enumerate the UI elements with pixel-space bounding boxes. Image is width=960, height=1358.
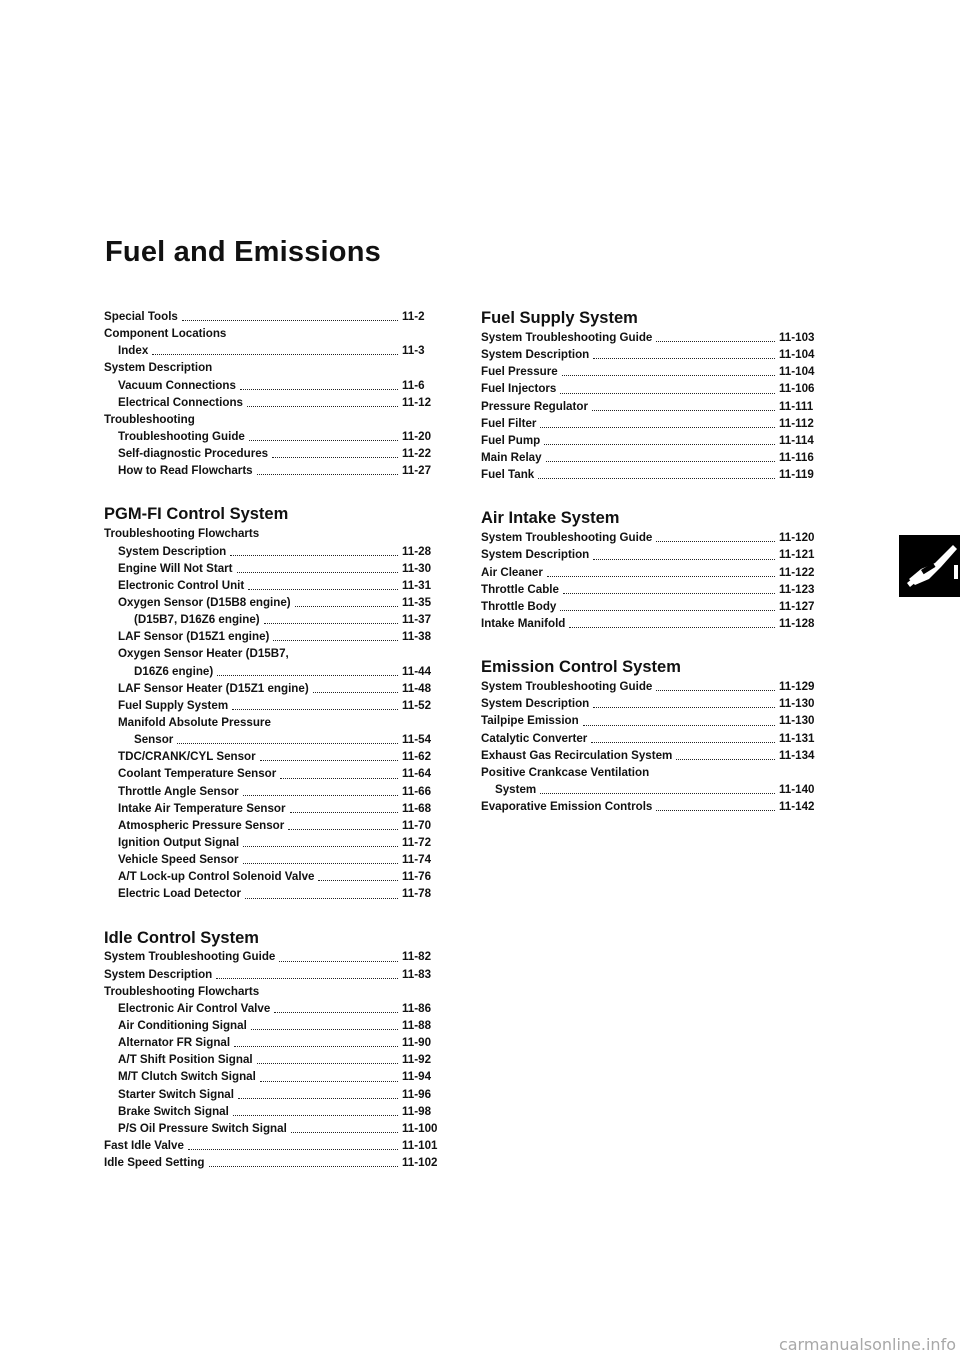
toc-entry-label: Exhaust Gas Recirculation System	[481, 748, 673, 762]
toc-entry-page: 11-134	[779, 748, 815, 762]
fuel-nozzle-icon	[899, 535, 960, 597]
toc-right-column	[481, 308, 837, 815]
toc-entry[interactable]	[104, 359, 460, 376]
toc-entry[interactable]	[104, 325, 460, 342]
dot-leader	[234, 1046, 398, 1047]
toc-entry-page: 11-104	[779, 348, 815, 362]
toc-entry-page: 11-52	[402, 698, 432, 712]
toc-entry[interactable]	[104, 525, 460, 542]
toc-entry-label: Evaporative Emission Controls	[481, 800, 653, 814]
toc-entry[interactable]	[104, 1000, 460, 1017]
dot-leader	[237, 572, 398, 573]
toc-entry-label: Pressure Regulator	[481, 399, 588, 413]
toc-entry[interactable]	[104, 411, 460, 428]
toc-entry-page: 11-88	[402, 1019, 432, 1033]
toc-entry-label: Throttle Cable	[481, 582, 559, 596]
toc-entry-label: Troubleshooting Guide	[118, 429, 245, 443]
toc-entry-label: Engine Will Not Start	[118, 561, 233, 575]
dot-leader	[540, 793, 775, 794]
dot-leader	[230, 555, 398, 556]
toc-entry[interactable]	[481, 678, 837, 695]
section-heading: Air Intake System	[481, 509, 620, 528]
toc-entry[interactable]	[481, 564, 837, 581]
dot-leader	[546, 461, 775, 462]
toc-entry[interactable]	[104, 628, 460, 645]
toc-entry[interactable]	[104, 697, 460, 714]
toc-entry-label: LAF Sensor (D15Z1 engine)	[118, 630, 270, 644]
toc-entry[interactable]	[104, 834, 460, 851]
toc-entry-page: 11-70	[402, 818, 432, 832]
dot-leader	[238, 1098, 398, 1099]
toc-entry-page: 11-30	[402, 561, 432, 575]
toc-entry[interactable]	[481, 363, 837, 380]
toc-entry-label: Air Cleaner	[481, 565, 543, 579]
toc-entry-page: 11-35	[402, 595, 432, 609]
toc-entry-label: Electronic Air Control Valve	[118, 1001, 271, 1015]
toc-entry-label: Catalytic Converter	[481, 731, 588, 745]
dot-leader	[676, 759, 775, 760]
toc-entry-label: Troubleshooting Flowcharts	[104, 527, 260, 541]
toc-entry[interactable]	[481, 747, 837, 764]
toc-entry-label: D16Z6 engine)	[134, 664, 214, 678]
toc-entry[interactable]	[104, 748, 460, 765]
toc-entry-label: Sensor	[134, 733, 174, 747]
dot-leader	[583, 725, 775, 726]
toc-entry[interactable]	[481, 432, 837, 449]
toc-entry[interactable]	[104, 594, 460, 611]
toc-entry-page: 11-62	[402, 750, 432, 764]
toc-entry-label: A/T Shift Position Signal	[118, 1053, 253, 1067]
dot-leader	[656, 541, 775, 542]
toc-entry-label: Starter Switch Signal	[118, 1087, 234, 1101]
toc-entry-label: System Troubleshooting Guide	[104, 950, 276, 964]
toc-entry[interactable]	[104, 1137, 460, 1154]
toc-entry-label: Atmospheric Pressure Sensor	[118, 818, 285, 832]
toc-entry-page: 11-37	[402, 613, 432, 627]
toc-entry[interactable]	[104, 885, 460, 902]
toc-entry[interactable]	[104, 645, 460, 662]
dot-leader	[593, 707, 775, 708]
toc-entry-page: 11-27	[402, 464, 432, 478]
toc-entry[interactable]	[104, 462, 460, 479]
dot-leader	[656, 810, 775, 811]
dot-leader	[280, 778, 398, 779]
toc-entry-page: 11-66	[402, 784, 432, 798]
toc-entry-page: 11-142	[779, 800, 815, 814]
toc-entry-page: 11-3	[402, 344, 425, 358]
toc-entry[interactable]	[481, 380, 837, 397]
toc-entry[interactable]	[104, 663, 460, 680]
toc-entry-label: System Troubleshooting Guide	[481, 330, 653, 344]
toc-entry-label: Fuel Pressure	[481, 365, 558, 379]
dot-leader	[260, 760, 398, 761]
toc-entry[interactable]	[104, 851, 460, 868]
toc-entry[interactable]	[481, 730, 837, 747]
dot-leader	[295, 606, 398, 607]
toc-entry-label: System Description	[104, 967, 213, 981]
toc-entry-page: 11-98	[402, 1104, 432, 1118]
section-heading: Fuel Supply System	[481, 309, 638, 327]
toc-entry-page: 11-121	[779, 548, 815, 562]
toc-entry-page: 11-78	[402, 887, 432, 901]
toc-entry-page: 11-82	[402, 950, 432, 964]
dot-leader	[247, 406, 398, 407]
toc-entry[interactable]	[481, 781, 837, 798]
toc-entry[interactable]	[104, 560, 460, 577]
toc-entry-page: 11-22	[402, 447, 432, 461]
dot-leader	[290, 812, 398, 813]
toc-entry[interactable]	[481, 466, 837, 483]
toc-entry-page: 11-103	[779, 330, 815, 344]
dot-leader	[313, 692, 398, 693]
toc-entry[interactable]	[481, 529, 837, 546]
dot-leader	[152, 354, 398, 355]
toc-entry-label: LAF Sensor Heater (D15Z1 engine)	[118, 681, 309, 695]
toc-entry[interactable]	[104, 1154, 460, 1171]
section-heading: Idle Control System	[104, 928, 259, 947]
toc-entry-label: Coolant Temperature Sensor	[118, 767, 277, 781]
toc-entry-label: A/T Lock-up Control Solenoid Valve	[118, 870, 315, 884]
toc-entry-page: 11-123	[779, 582, 815, 596]
toc-entry-page: 11-44	[402, 664, 432, 678]
toc-entry[interactable]	[481, 798, 837, 815]
toc-entry-label: System	[495, 782, 537, 796]
dot-leader	[656, 690, 775, 691]
toc-entry-label: Electrical Connections	[118, 395, 243, 409]
dot-leader	[260, 1081, 398, 1082]
toc-entry-label: Fuel Tank	[481, 468, 535, 482]
toc-entry-page: 11-130	[779, 714, 815, 728]
toc-entry[interactable]	[481, 712, 837, 729]
toc-entry-label: System Description	[118, 544, 227, 558]
toc-entry-page: 11-6	[402, 378, 425, 392]
toc-entry-page: 11-2	[402, 309, 425, 323]
toc-entry[interactable]	[104, 1051, 460, 1068]
dot-leader	[274, 1012, 398, 1013]
toc-entry-label: Throttle Angle Sensor	[118, 784, 239, 798]
toc-entry[interactable]	[481, 581, 837, 598]
dot-leader	[656, 341, 775, 342]
dot-leader	[288, 829, 398, 830]
dot-leader	[243, 846, 398, 847]
toc-entry-label: Fuel Injectors	[481, 382, 557, 396]
toc-entry[interactable]	[104, 1086, 460, 1103]
toc-entry-label: Self-diagnostic Procedures	[118, 447, 269, 461]
toc-entry-label: Air Conditioning Signal	[118, 1019, 247, 1033]
dot-leader	[592, 410, 775, 411]
dot-leader	[257, 474, 398, 475]
toc-entry[interactable]	[481, 598, 837, 615]
toc-entry-page: 11-74	[402, 853, 432, 867]
toc-entry[interactable]	[481, 695, 837, 712]
toc-entry[interactable]	[104, 680, 460, 697]
toc-entry-page: 11-122	[779, 565, 815, 579]
toc-entry-label: Oxygen Sensor Heater (D15B7,	[118, 647, 289, 661]
toc-entry-page: 11-114	[779, 433, 814, 447]
toc-entry-page: 11-64	[402, 767, 432, 781]
dot-leader	[248, 589, 398, 590]
toc-entry-label: Index	[118, 344, 149, 358]
toc-entry-page: 11-86	[402, 1001, 432, 1015]
toc-entry[interactable]	[104, 983, 460, 1000]
toc-entry-page: 11-106	[779, 382, 815, 396]
toc-left-column	[104, 308, 460, 1171]
toc-entry-page: 11-20	[402, 429, 432, 443]
toc-entry-label: Electric Load Detector	[118, 887, 242, 901]
dot-leader	[560, 393, 775, 394]
toc-entry-label: Special Tools	[104, 309, 178, 323]
toc-entry-label: Brake Switch Signal	[118, 1104, 229, 1118]
toc-entry-page: 11-96	[402, 1087, 432, 1101]
section-heading: PGM-FI Control System	[104, 505, 289, 524]
dot-leader	[177, 743, 398, 744]
dot-leader	[217, 675, 398, 676]
toc-entry-label: M/T Clutch Switch Signal	[118, 1070, 256, 1084]
toc-entry-label: Fuel Supply System	[118, 698, 229, 712]
toc-entry-label: Main Relay	[481, 450, 542, 464]
toc-entry[interactable]	[104, 377, 460, 394]
toc-entry[interactable]	[104, 445, 460, 462]
toc-entry-page: 11-102	[402, 1156, 438, 1170]
toc-entry[interactable]	[104, 428, 460, 445]
toc-entry[interactable]	[104, 577, 460, 594]
toc-entry[interactable]	[104, 765, 460, 782]
toc-entry-page: 11-83	[402, 967, 432, 981]
toc-entry[interactable]	[104, 949, 460, 966]
toc-entry[interactable]	[104, 1017, 460, 1034]
dot-leader	[569, 627, 775, 628]
toc-entry-label: Troubleshooting Flowcharts	[104, 984, 260, 998]
toc-entry[interactable]	[104, 966, 460, 983]
toc-entry-page: 11-131	[779, 731, 815, 745]
dot-leader	[243, 863, 399, 864]
toc-entry[interactable]	[104, 1068, 460, 1085]
toc-entry-label: Manifold Absolute Pressure	[118, 715, 271, 729]
toc-entry[interactable]	[481, 546, 837, 563]
toc-entry[interactable]	[104, 1103, 460, 1120]
dot-leader	[216, 978, 398, 979]
toc-entry-page: 11-119	[779, 468, 814, 482]
toc-entry-label: (D15B7, D16Z6 engine)	[134, 613, 260, 627]
toc-entry-label: Vacuum Connections	[118, 378, 236, 392]
toc-entry-page: 11-54	[402, 733, 432, 747]
toc-entry[interactable]	[104, 543, 460, 560]
dot-leader	[251, 1029, 398, 1030]
dot-leader	[243, 795, 398, 796]
toc-entry[interactable]	[104, 342, 460, 359]
toc-entry-page: 11-76	[402, 870, 432, 884]
toc-entry-label: Alternator FR Signal	[118, 1036, 231, 1050]
toc-entry-page: 11-120	[779, 531, 815, 545]
dot-leader	[232, 709, 398, 710]
toc-entry-page: 11-100	[402, 1121, 438, 1135]
dot-leader	[182, 320, 398, 321]
toc-entry[interactable]	[104, 1120, 460, 1137]
toc-entry[interactable]	[481, 398, 837, 415]
toc-entry[interactable]	[104, 800, 460, 817]
toc-entry-label: Ignition Output Signal	[118, 835, 240, 849]
toc-entry-label: Electronic Control Unit	[118, 578, 245, 592]
dot-leader	[257, 1063, 398, 1064]
toc-entry-label: TDC/CRANK/CYL Sensor	[118, 750, 256, 764]
toc-entry[interactable]	[481, 329, 837, 346]
toc-entry-page: 11-128	[779, 616, 815, 630]
toc-entry-page: 11-48	[402, 681, 432, 695]
toc-entry-page: 11-31	[402, 578, 432, 592]
toc-entry-label: Intake Manifold	[481, 616, 566, 630]
dot-leader	[249, 440, 398, 441]
dot-leader	[593, 559, 775, 560]
dot-leader	[279, 961, 398, 962]
dot-leader	[188, 1149, 398, 1150]
toc-entry-label: Fuel Pump	[481, 433, 541, 447]
dot-leader	[233, 1115, 398, 1116]
toc-entry-page: 11-112	[779, 416, 814, 430]
toc-entry[interactable]	[481, 346, 837, 363]
toc-entry-page: 11-140	[779, 782, 815, 796]
toc-entry[interactable]	[104, 308, 460, 325]
toc-entry-label: How to Read Flowcharts	[118, 464, 253, 478]
dot-leader	[273, 640, 398, 641]
toc-entry-page: 11-116	[779, 450, 814, 464]
toc-entry-label: System Troubleshooting Guide	[481, 680, 653, 694]
toc-entry-page: 11-130	[779, 697, 815, 711]
toc-entry-label: Vehicle Speed Sensor	[118, 853, 239, 867]
toc-entry[interactable]	[481, 764, 837, 781]
toc-entry-page: 11-127	[779, 599, 815, 613]
dot-leader	[591, 742, 775, 743]
dot-leader	[264, 623, 398, 624]
dot-leader	[547, 576, 775, 577]
toc-entry-page: 11-38	[402, 630, 432, 644]
toc-entry-label: System Description	[481, 548, 590, 562]
toc-entry[interactable]	[104, 731, 460, 748]
toc-entry-label: P/S Oil Pressure Switch Signal	[118, 1121, 287, 1135]
toc-entry[interactable]	[104, 394, 460, 411]
toc-entry-page: 11-104	[779, 365, 815, 379]
toc-entry[interactable]	[104, 817, 460, 834]
dot-leader	[562, 375, 775, 376]
toc-entry-label: Fuel Filter	[481, 416, 537, 430]
toc-entry-label: System Troubleshooting Guide	[481, 531, 653, 545]
toc-entry-page: 11-101	[402, 1139, 438, 1153]
toc-entry-page: 11-129	[779, 680, 815, 694]
dot-leader	[272, 457, 398, 458]
toc-entry-label: Oxygen Sensor (D15B8 engine)	[118, 595, 291, 609]
toc-entry-page: 11-28	[402, 544, 432, 558]
toc-entry-label: Idle Speed Setting	[104, 1156, 205, 1170]
dot-leader	[540, 427, 775, 428]
toc-entry-label: Intake Air Temperature Sensor	[118, 801, 286, 815]
toc-entry-page: 11-90	[402, 1036, 432, 1050]
dot-leader	[538, 478, 775, 479]
dot-leader	[544, 444, 775, 445]
watermark: carmanualsonline.info	[778, 1335, 956, 1354]
toc-entry-page: 11-111	[779, 399, 814, 413]
toc-entry-page: 11-94	[402, 1070, 432, 1084]
toc-entry[interactable]	[104, 868, 460, 885]
toc-entry[interactable]	[104, 1034, 460, 1051]
toc-entry-label: System Description	[481, 348, 590, 362]
toc-entry-page: 11-68	[402, 801, 432, 815]
section-heading: Emission Control System	[481, 658, 681, 677]
toc-entry[interactable]	[481, 449, 837, 466]
toc-entry[interactable]	[481, 415, 837, 432]
toc-entry-label: Troubleshooting	[104, 412, 195, 426]
dot-leader	[245, 898, 398, 899]
toc-entry[interactable]	[104, 783, 460, 800]
toc-entry[interactable]	[104, 611, 460, 628]
toc-entry-label: Component Locations	[104, 327, 227, 341]
dot-leader	[209, 1166, 399, 1167]
toc-entry-page: 11-12	[402, 395, 432, 409]
dot-leader	[291, 1132, 398, 1133]
page-title: Fuel and Emissions	[105, 236, 381, 268]
dot-leader	[593, 358, 775, 359]
dot-leader	[563, 593, 775, 594]
toc-entry-label: System Description	[104, 361, 213, 375]
toc-entry-label: Fast Idle Valve	[104, 1139, 184, 1153]
dot-leader	[240, 389, 398, 390]
toc-entry-label: Positive Crankcase Ventilation	[481, 765, 650, 779]
dot-leader	[318, 880, 398, 881]
toc-entry-page: 11-72	[402, 835, 432, 849]
toc-entry[interactable]	[481, 615, 837, 632]
toc-entry-page: 11-92	[402, 1053, 432, 1067]
toc-entry-label: Throttle Body	[481, 599, 557, 613]
dot-leader	[560, 610, 775, 611]
toc-entry-label: System Description	[481, 697, 590, 711]
toc-entry-label: Tailpipe Emission	[481, 714, 579, 728]
toc-entry[interactable]	[104, 714, 460, 731]
